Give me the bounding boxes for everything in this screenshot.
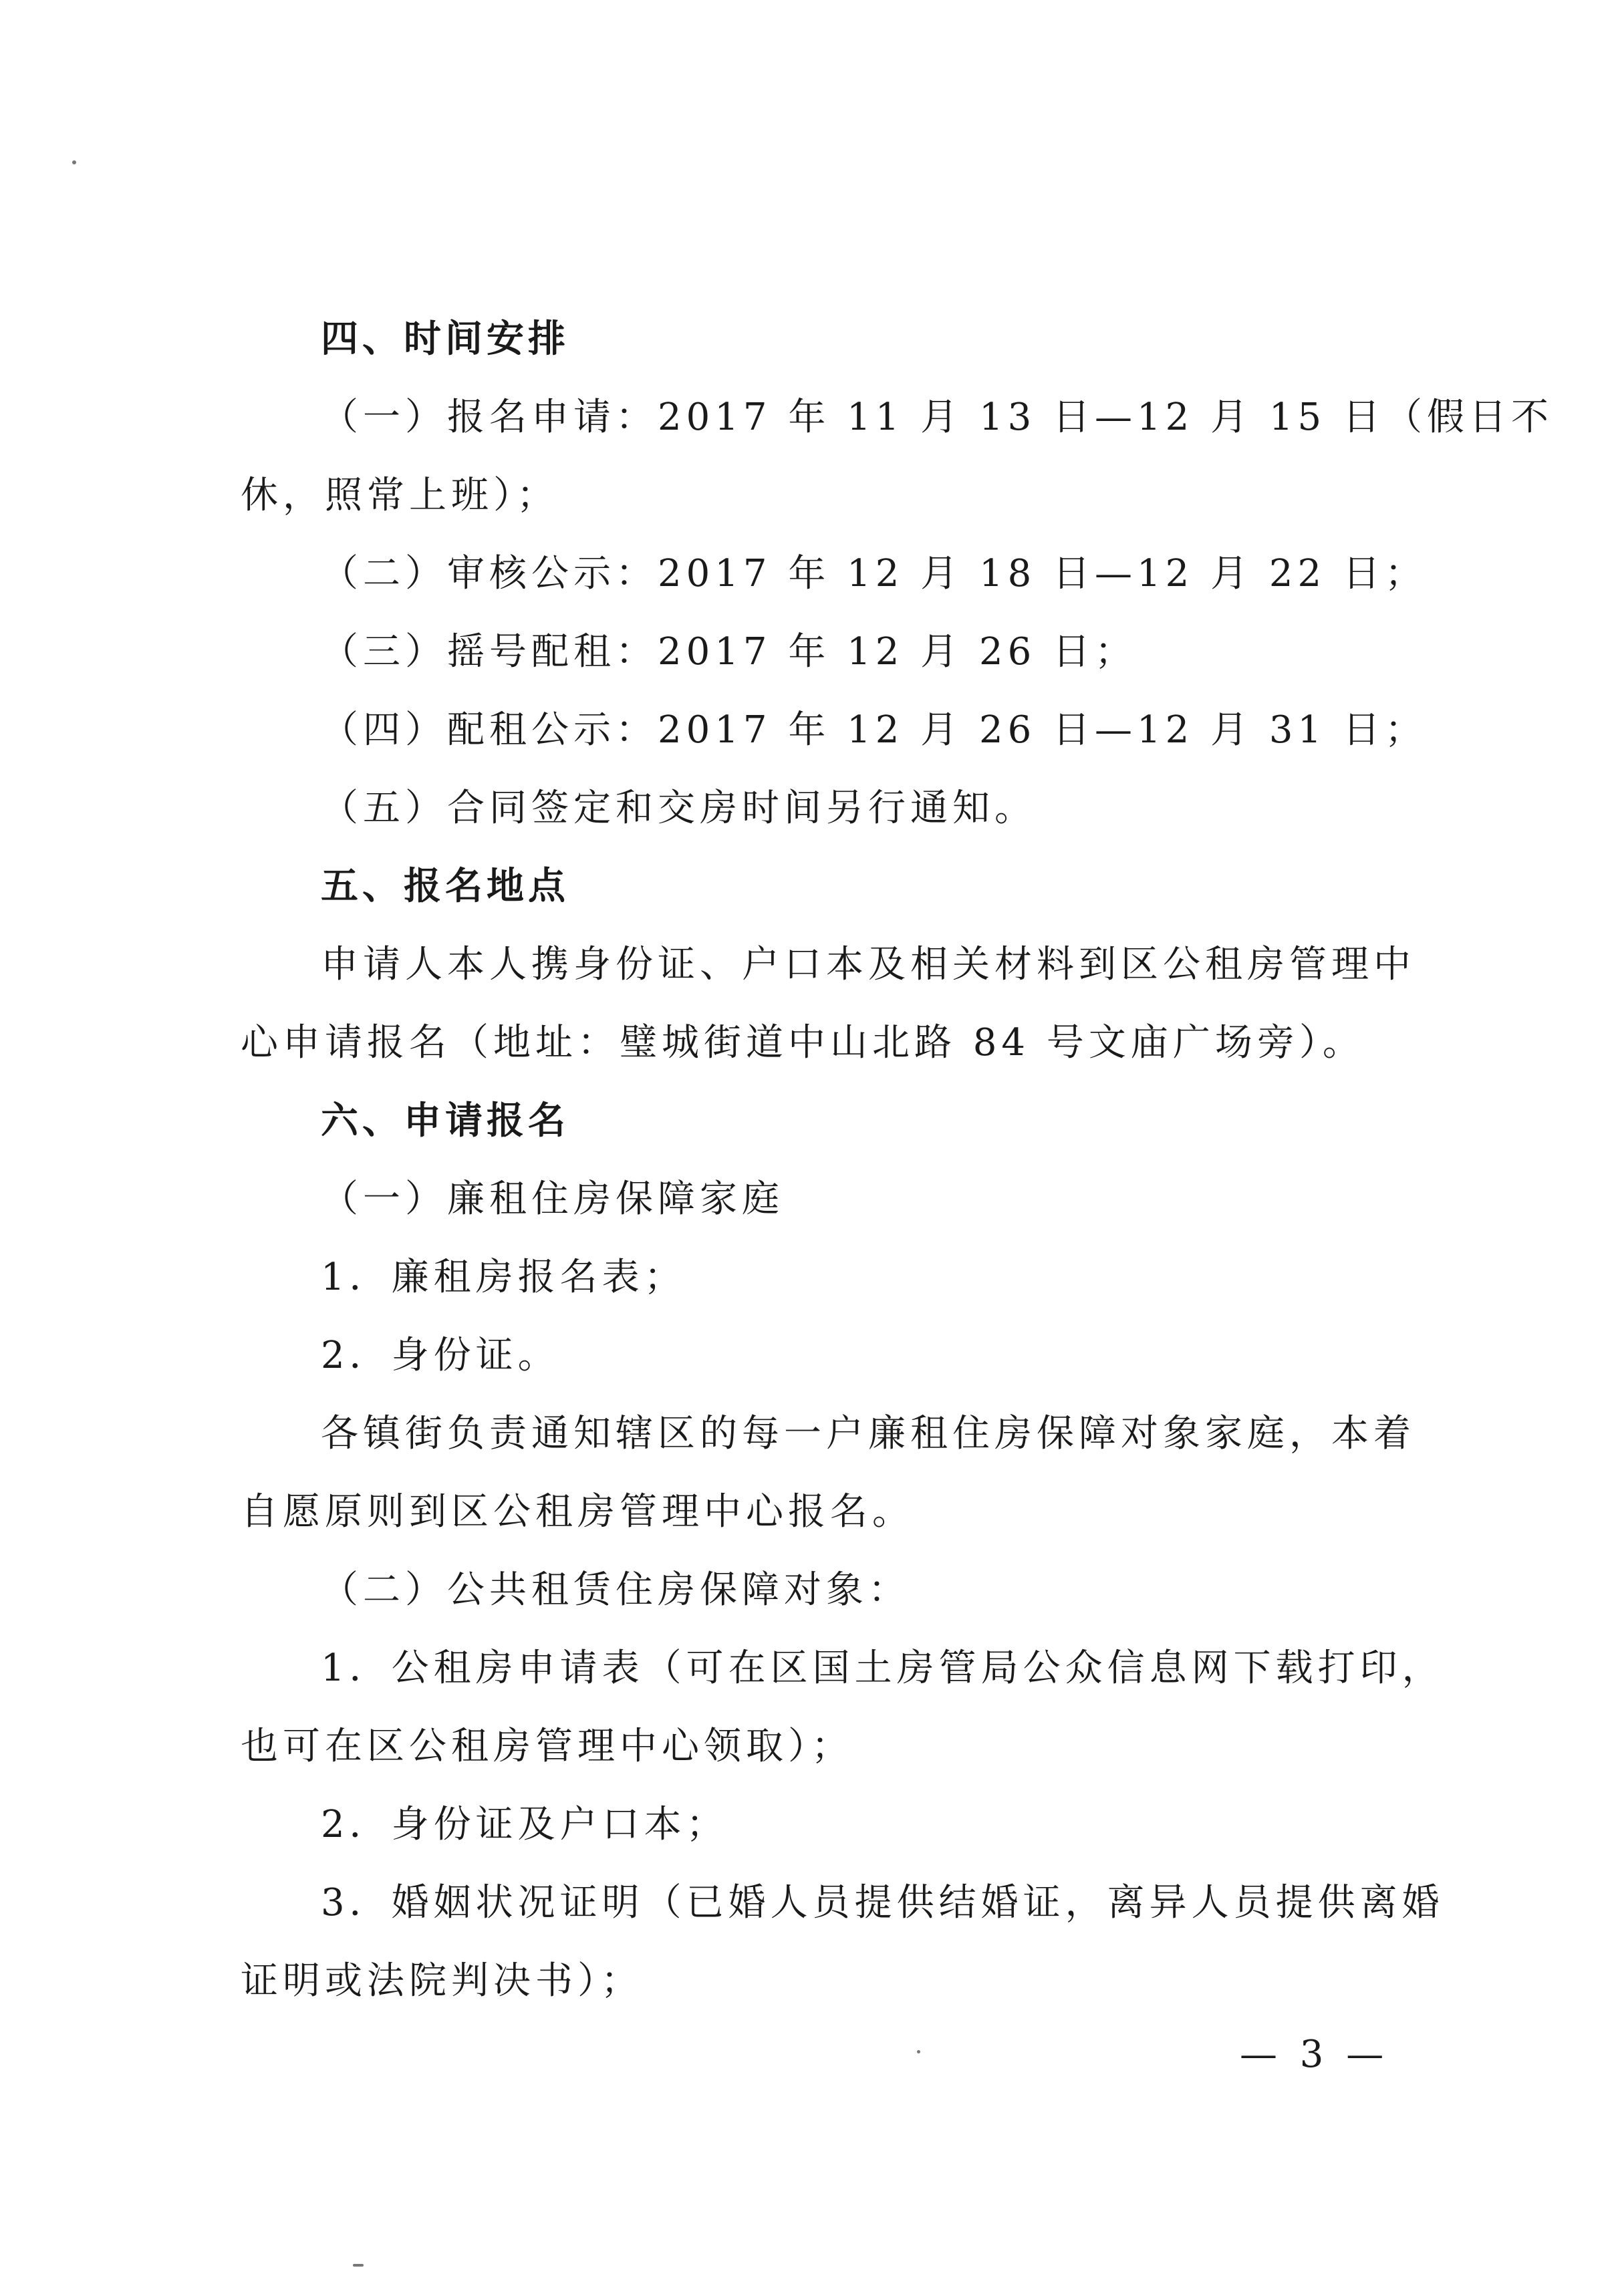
paragraph-line: 2．身份证。 bbox=[321, 1334, 560, 1377]
paragraph-line: （二）审核公示：2017 年 12 月 18 日—12 月 22 日； bbox=[321, 552, 1427, 595]
paragraph-line: 证明或法院判决书）； bbox=[241, 1959, 643, 2003]
paragraph-line: 也可在区公租房管理中心领取）； bbox=[241, 1725, 853, 1768]
scan-speck bbox=[72, 160, 76, 164]
section-heading-location: 五、报名地点 bbox=[321, 865, 569, 908]
scan-speck bbox=[353, 2264, 364, 2267]
paragraph-line: 1．廉租房报名表； bbox=[321, 1256, 686, 1299]
page-number: — 3 — bbox=[1240, 2033, 1389, 2076]
paragraph-line: 各镇街负责通知辖区的每一户廉租住房保障对象家庭，本着 bbox=[321, 1412, 1416, 1455]
paragraph-line: （一）廉租住房保障家庭 bbox=[321, 1177, 784, 1221]
paragraph-line: 3．婚姻状况证明（已婚人员提供结婚证，离异人员提供离婚 bbox=[321, 1881, 1444, 1924]
paragraph-line: （二）公共租赁住房保障对象： bbox=[321, 1568, 910, 1612]
paragraph-line: （三）摇号配租：2017 年 12 月 26 日； bbox=[321, 630, 1137, 674]
paragraph-line: （五）合同签定和交房时间另行通知。 bbox=[321, 786, 1037, 830]
paragraph-line: 2．身份证及户口本； bbox=[321, 1803, 728, 1846]
scan-speck bbox=[917, 2050, 920, 2053]
paragraph-line: 心申请报名（地址：璧城街道中山北路 84 号文庙广场旁）。 bbox=[241, 1021, 1365, 1064]
paragraph-line: 申请人本人携身份证、户口本及相关材料到区公租房管理中 bbox=[321, 943, 1416, 986]
paragraph-line: 自愿原则到区公租房管理中心报名。 bbox=[241, 1490, 914, 1534]
section-heading-schedule: 四、时间安排 bbox=[321, 317, 569, 361]
paragraph-line: （四）配租公示：2017 年 12 月 26 日—12 月 31 日； bbox=[321, 708, 1427, 752]
paragraph-line: 休，照常上班）； bbox=[241, 474, 559, 517]
paragraph-line: （一）报名申请：2017 年 11 月 13 日—12 月 15 日（假日不 bbox=[321, 396, 1553, 439]
section-heading-application: 六、申请报名 bbox=[321, 1099, 569, 1143]
paragraph-line: 1．公租房申请表（可在区国土房管局公众信息网下载打印， bbox=[321, 1646, 1444, 1690]
